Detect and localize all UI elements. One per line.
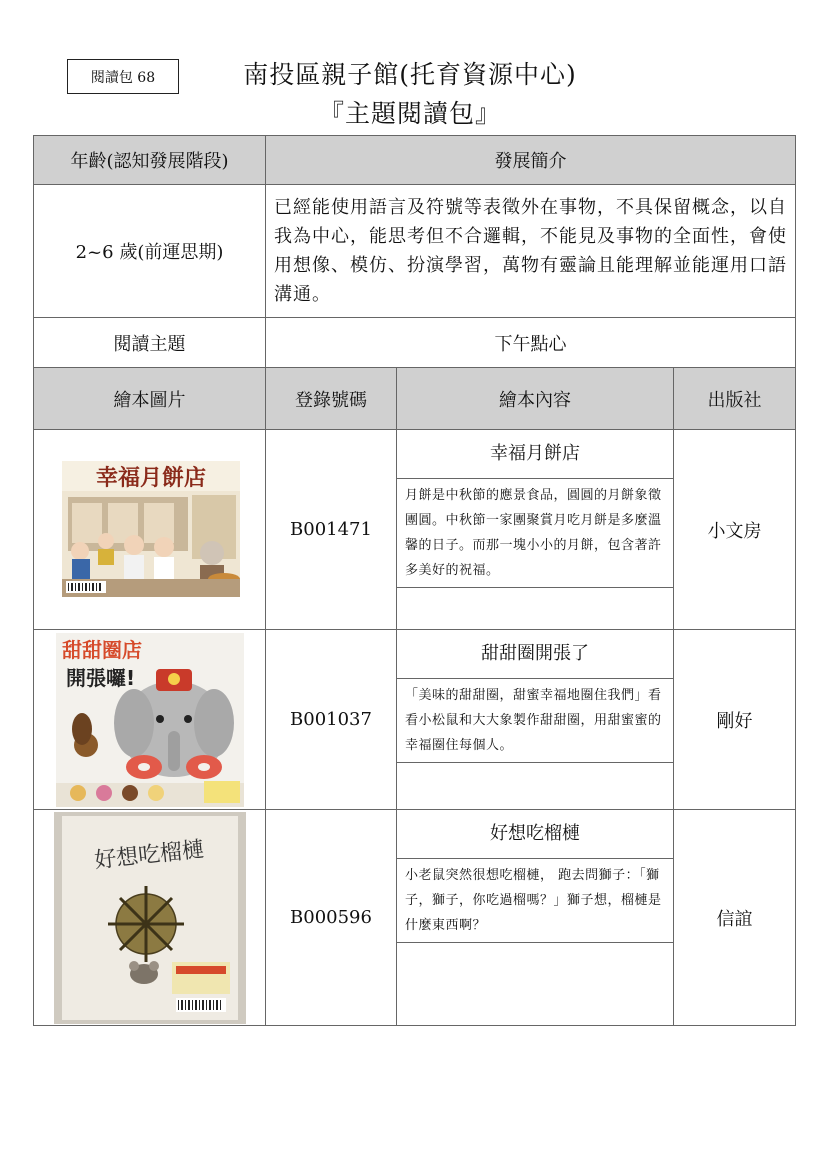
col-id-header: 登錄號碼 (266, 368, 397, 430)
development-header: 發展簡介 (266, 136, 796, 185)
durian-cover-illustration (54, 812, 246, 1024)
book-summary: 小老鼠突然很想吃榴槤， 跑去問獅子：「獅子，獅子，你吃過榴嗎？」獅子想，榴槤是什麼東西啊？ (397, 859, 673, 943)
book-content-cell (397, 430, 674, 630)
age-row (34, 185, 796, 318)
book-row (34, 430, 796, 630)
book-row (34, 810, 796, 1026)
book-id: B001037 (266, 630, 397, 810)
cover-title-line2: 開張囉! (66, 666, 136, 690)
page-subtitle: 『主題閱讀包』 (318, 99, 501, 128)
book-title: 好想吃榴槤 (397, 810, 673, 859)
book-row (34, 630, 796, 810)
age-header-row (34, 136, 796, 185)
book-title: 幸福月餅店 (397, 430, 673, 479)
book-id: B000596 (266, 810, 397, 1026)
book-summary: 「美味的甜甜圈，甜蜜幸福地圈住我們」看看小松鼠和大大象製作甜甜圈，用甜蜜蜜的幸福圈住每個人。 (397, 679, 673, 763)
book-cover-cell (34, 810, 266, 1026)
book-cover-image (54, 812, 246, 1024)
book-title: 甜甜圈開張了 (397, 630, 673, 679)
book-content-cell (397, 810, 674, 1026)
book-cover-cell (34, 630, 266, 810)
book-publisher: 信誼 (674, 810, 796, 1026)
cover-title-line1: 甜甜圈店 (62, 638, 142, 662)
col-picture-header: 繪本圖片 (34, 368, 266, 430)
theme-value: 下午點心 (266, 318, 796, 368)
book-publisher: 小文房 (674, 430, 796, 630)
book-header-row (34, 368, 796, 430)
book-summary: 月餅是中秋節的應景食品，圓圓的月餅象徵團圓。中秋節一家團聚賞月吃月餅是多麼溫馨的日子。而那一塊小小的月餅，包含著許多美好的祝福。 (397, 479, 673, 588)
col-publisher-header: 出版社 (674, 368, 796, 430)
theme-label: 閱讀主題 (34, 318, 266, 368)
theme-row (34, 318, 796, 368)
age-header: 年齡(認知發展階段) (34, 136, 266, 185)
cover-title-text: 好想吃榴槤 (93, 837, 206, 874)
mooncake-shop-cover-illustration (62, 461, 240, 597)
pack-number-label: 閱讀包 68 (67, 59, 179, 94)
col-content-header: 繪本內容 (397, 368, 674, 430)
book-cover-image (62, 461, 240, 597)
book-content-cell (397, 630, 674, 810)
development-description: 已經能使用語言及符號等表徵外在事物，不具保留概念，以自我為中心，能思考但不合邏輯，不能見及事物的全面性，會使用想像、模仿、扮演學習，萬物有靈論且能理解並能運用口語溝通。 (266, 185, 796, 318)
reading-pack-table (33, 135, 796, 1026)
page-title: 南投區親子館(托育資源中心) (243, 60, 577, 89)
book-cover-cell (34, 430, 266, 630)
book-id: B001471 (266, 430, 397, 630)
age-value: 2~6 歲(前運思期) (34, 185, 266, 318)
donut-shop-cover-illustration (56, 633, 244, 807)
book-publisher: 剛好 (674, 630, 796, 810)
book-cover-image (56, 633, 244, 807)
cover-title-text: 幸福月餅店 (95, 465, 207, 491)
